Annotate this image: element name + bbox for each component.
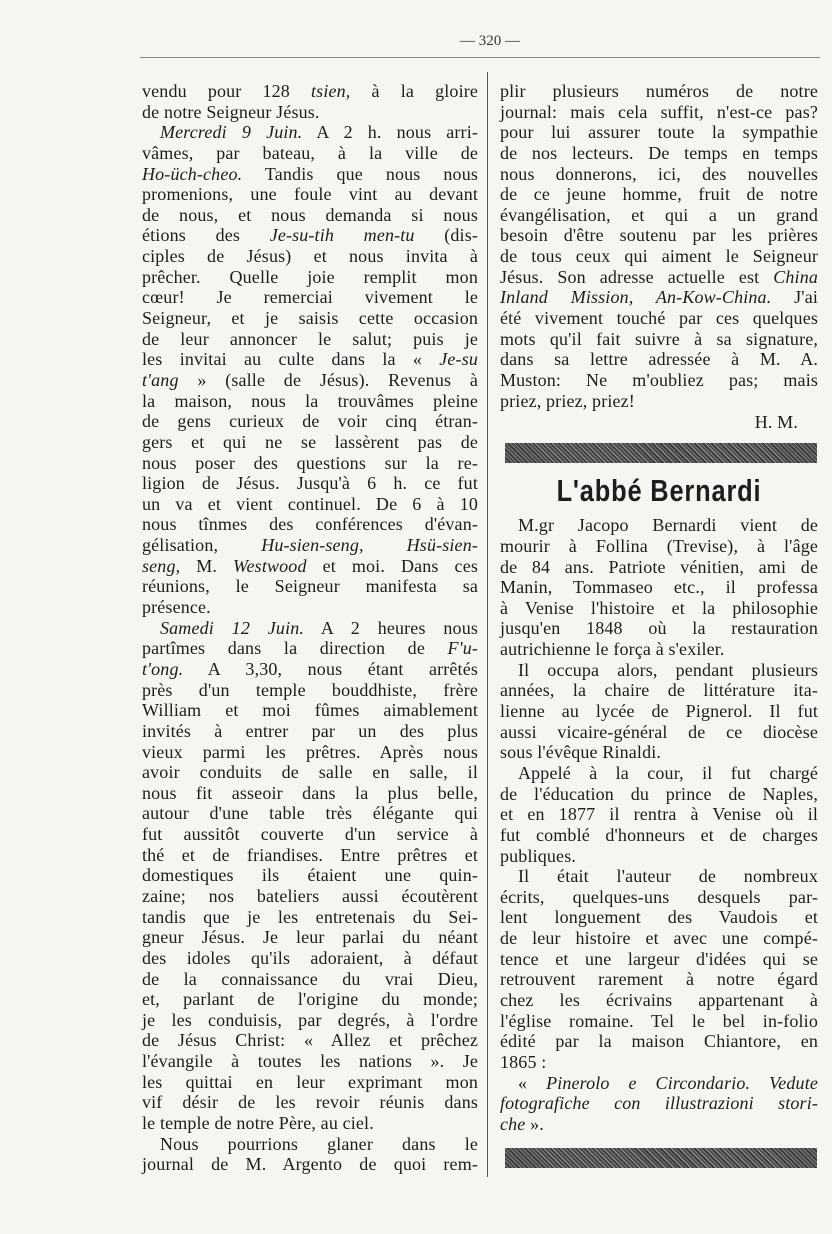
article-title: L'abbé Bernardi bbox=[556, 473, 762, 509]
paragraph bbox=[142, 1134, 478, 1175]
text-line bbox=[500, 1031, 818, 1052]
text-segment: près d'un temple bouddhiste, frère bbox=[142, 679, 478, 700]
text-segment: écrits, quelques-uns desquels par- bbox=[500, 886, 818, 907]
text-line bbox=[500, 887, 818, 908]
text-line bbox=[142, 948, 478, 969]
header-rule bbox=[140, 57, 820, 58]
text-segment: Tandis que nous nous bbox=[242, 163, 478, 184]
italic-text: che bbox=[500, 1113, 526, 1134]
text-line bbox=[142, 803, 478, 824]
text-segment: nous fit asseoir dans la plus belle, bbox=[142, 782, 478, 803]
text-line bbox=[500, 143, 818, 164]
text-segment: et en 1877 il rentra à Venise où il bbox=[500, 804, 818, 825]
text-segment: des idoles qu'ils adoraient, à défaut bbox=[142, 947, 478, 968]
text-segment: de ce jeune homme, fruit de notre bbox=[500, 184, 818, 205]
text-segment: de gens curieux de voir cinq étran- bbox=[142, 411, 478, 432]
text-segment: étions des bbox=[142, 225, 270, 246]
text-segment: de la connaissance du vrai Dieu, bbox=[142, 968, 478, 989]
text-line bbox=[142, 143, 478, 164]
italic-text: Je-su-tih men-tu bbox=[269, 225, 415, 246]
text-line bbox=[142, 1051, 478, 1072]
text-segment: avoir conduits de salle en salle, il bbox=[142, 762, 478, 783]
italic-text: Westwood bbox=[233, 555, 307, 576]
text-segment: je les conduisis, par degrés, à l'ordre bbox=[142, 1009, 478, 1030]
text-segment: de tous ceux qui aiment le Seigneur bbox=[500, 246, 818, 267]
text-line bbox=[500, 122, 818, 143]
text-segment: journal de M. Argento de quoi rem- bbox=[142, 1154, 478, 1175]
text-line bbox=[142, 1113, 478, 1134]
text-segment: l'église romaine. Tel le bel in-folio bbox=[500, 1010, 818, 1031]
text-line bbox=[500, 742, 818, 763]
article-body bbox=[500, 515, 818, 1134]
text-line bbox=[142, 81, 478, 102]
text-line bbox=[142, 680, 478, 701]
text-line bbox=[142, 1134, 478, 1155]
text-line bbox=[142, 700, 478, 721]
text-line bbox=[500, 969, 818, 990]
text-line bbox=[500, 1073, 818, 1094]
italic-text: Samedi 12 Juin. bbox=[160, 617, 305, 638]
italic-text: Pinerolo e Circondario. Vedute bbox=[546, 1072, 818, 1093]
text-line bbox=[142, 556, 478, 577]
text-segment: tence et une largeur d'idées qui se bbox=[500, 948, 818, 969]
text-line bbox=[500, 246, 818, 267]
text-line bbox=[142, 308, 478, 329]
paragraph bbox=[500, 866, 818, 1072]
paragraph bbox=[500, 763, 818, 866]
text-segment: Muston: Ne m'oubliez pas; mais bbox=[500, 369, 818, 390]
text-line bbox=[500, 949, 818, 970]
text-segment: à la gloire bbox=[350, 81, 478, 101]
text-segment: (dis- bbox=[414, 225, 478, 246]
text-line bbox=[142, 865, 478, 886]
text-line bbox=[500, 225, 818, 246]
text-segment: pour lui assurer toute la sympathie bbox=[500, 122, 818, 143]
text-line bbox=[142, 576, 478, 597]
text-line bbox=[142, 225, 478, 246]
text-line bbox=[500, 577, 818, 598]
text-segment: zaine; nos bateliers aussi écoutèrent bbox=[142, 885, 478, 906]
text-segment: de l'éducation du prince de Naples, bbox=[500, 783, 818, 804]
text-line bbox=[142, 535, 478, 556]
text-segment: priez, priez, priez! bbox=[500, 390, 635, 411]
ornamental-divider bbox=[505, 443, 817, 463]
text-line bbox=[500, 308, 818, 329]
text-segment: Nous pourrions glaner dans le bbox=[160, 1133, 478, 1154]
text-segment: de 84 ans. Patriote vénitien, ami de bbox=[500, 556, 818, 577]
text-segment: Jésus. Son adresse actuelle est bbox=[500, 266, 774, 287]
text-line bbox=[500, 928, 818, 949]
text-segment: le temple de notre Père, au ciel. bbox=[142, 1113, 374, 1134]
text-segment: aussi vicaire-général de ce diocèse bbox=[500, 721, 818, 742]
text-segment: ciples de Jésus) et nous invita à bbox=[142, 246, 478, 267]
paragraph bbox=[142, 122, 478, 617]
text-segment: Il occupa alors, pendant plusieurs bbox=[518, 659, 818, 680]
text-line bbox=[500, 184, 818, 205]
text-segment: nous tînmes des conférences d'évan- bbox=[142, 514, 478, 535]
text-line bbox=[500, 846, 818, 867]
text-segment: gélisation, bbox=[142, 535, 262, 556]
text-line bbox=[500, 618, 818, 639]
text-line bbox=[142, 969, 478, 990]
text-line bbox=[142, 1030, 478, 1051]
italic-text: fotografiche con illustrazioni stori- bbox=[500, 1093, 818, 1114]
text-line bbox=[142, 1072, 478, 1093]
text-line bbox=[500, 1093, 818, 1114]
text-segment: fut comblé d'honneurs et de charges bbox=[500, 824, 818, 845]
text-line bbox=[500, 990, 818, 1011]
italic-text: Hu-sien-seng, Hsü-sien- bbox=[261, 535, 478, 556]
text-line bbox=[142, 164, 478, 185]
text-line bbox=[142, 1092, 478, 1113]
text-line bbox=[142, 473, 478, 494]
text-segment: évangélisation, et qui a un grand bbox=[500, 204, 818, 225]
italic-text: tsien, bbox=[311, 81, 351, 101]
text-line bbox=[500, 515, 818, 536]
text-segment: de nos lecteurs. De temps en temps bbox=[500, 142, 818, 163]
text-line bbox=[142, 370, 478, 391]
text-segment: M.gr Jacopo Bernardi vient de bbox=[518, 515, 818, 536]
text-line bbox=[500, 660, 818, 681]
text-line bbox=[142, 453, 478, 474]
text-line bbox=[142, 721, 478, 742]
text-segment: été vivement touché par ces quelques bbox=[500, 308, 818, 329]
italic-text: t'ang bbox=[142, 369, 179, 390]
text-segment: J'ai bbox=[771, 287, 818, 308]
text-line bbox=[500, 329, 818, 350]
text-segment: les invitai au culte dans la « bbox=[142, 349, 440, 370]
text-segment: vif désir de les revoir réunis dans bbox=[142, 1092, 478, 1113]
ornamental-divider-bottom bbox=[505, 1148, 817, 1168]
text-line bbox=[500, 102, 818, 123]
text-segment: de leur histoire et avec une compé- bbox=[500, 928, 818, 949]
text-line bbox=[500, 598, 818, 619]
text-line bbox=[500, 267, 818, 288]
text-segment: la maison, nous la trouvâmes pleine bbox=[142, 390, 478, 411]
text-segment: plir plusieurs numéros de notre bbox=[500, 81, 818, 101]
text-segment: de notre Seigneur Jésus. bbox=[142, 101, 320, 122]
text-line bbox=[142, 886, 478, 907]
text-segment: besoin d'être soutenu par les prières bbox=[500, 225, 818, 246]
text-line bbox=[142, 1010, 478, 1031]
text-segment: vâmes, par bateau, à la ville de bbox=[142, 142, 478, 163]
italic-text: seng, bbox=[142, 555, 181, 576]
text-line bbox=[500, 287, 818, 308]
text-line bbox=[142, 411, 478, 432]
text-line bbox=[142, 762, 478, 783]
italic-text: F'u- bbox=[447, 638, 478, 659]
text-segment: et, parlant de l'origine du monde; bbox=[142, 989, 478, 1010]
text-line bbox=[142, 267, 478, 288]
text-segment: lent longuement des Vaudois et bbox=[500, 907, 818, 928]
text-segment: journal: mais cela suffit, n'est-ce pas? bbox=[500, 101, 818, 122]
text-line bbox=[500, 784, 818, 805]
text-line bbox=[142, 122, 478, 143]
paragraph bbox=[500, 660, 818, 763]
text-line bbox=[500, 205, 818, 226]
text-line bbox=[142, 618, 478, 639]
text-segment: ligion de Jésus. Jusqu'à 6 h. ce fut bbox=[142, 473, 478, 494]
text-segment: mourir à Follina (Trevise), à l'âge bbox=[500, 535, 818, 556]
text-segment: Manin, Tommaseo etc., il professa bbox=[500, 577, 818, 598]
text-segment: M. bbox=[180, 555, 234, 576]
text-line bbox=[142, 432, 478, 453]
paragraph bbox=[500, 1073, 818, 1135]
text-segment: dans sa lettre adressée à M. A. bbox=[500, 349, 818, 370]
italic-text: Je-su bbox=[439, 349, 478, 370]
text-line bbox=[500, 804, 818, 825]
text-segment: A 2 h. nous arri- bbox=[302, 122, 478, 143]
text-line bbox=[142, 659, 478, 680]
text-line bbox=[500, 1114, 818, 1135]
italic-text: t'ong. bbox=[142, 658, 184, 679]
text-segment: chez les écrivains appartenant à bbox=[500, 989, 818, 1010]
text-line bbox=[500, 391, 818, 412]
text-line bbox=[142, 783, 478, 804]
text-line bbox=[500, 164, 818, 185]
text-line bbox=[500, 557, 818, 578]
text-segment: sous l'évêque Rinaldi. bbox=[500, 742, 662, 763]
text-segment: A 2 heures nous bbox=[304, 617, 478, 638]
text-line bbox=[142, 845, 478, 866]
text-segment: promenions, une foule vint au devant bbox=[142, 184, 478, 205]
text-segment: A 3,30, nous étant arrêtés bbox=[183, 658, 478, 679]
text-segment: lienne au lycée de Pignerol. Il fut bbox=[500, 701, 818, 722]
text-segment: à Venise l'histoire et la philosophie bbox=[500, 597, 818, 618]
text-segment: tandis que je les entretenais du Sei- bbox=[142, 906, 478, 927]
left-column bbox=[142, 81, 478, 1175]
text-line bbox=[142, 989, 478, 1010]
text-line bbox=[142, 638, 478, 659]
text-segment: édité par la maison Chiantore, en bbox=[500, 1031, 818, 1052]
italic-text: Ho-üch-cheo. bbox=[142, 163, 243, 184]
text-segment: autour d'une table très élégante qui bbox=[142, 803, 478, 824]
text-segment: retrouvent rarement à notre égard bbox=[500, 969, 818, 990]
left-column-body bbox=[142, 81, 478, 1175]
text-segment: de nous, et nous demanda si nous bbox=[142, 204, 478, 225]
text-segment: ». bbox=[525, 1113, 544, 1134]
italic-text: Mercredi 9 Juin. bbox=[160, 122, 303, 143]
text-segment: Appelé à la cour, il fut chargé bbox=[518, 762, 818, 783]
text-segment: et moi. Dans ces bbox=[306, 555, 478, 576]
page-number: — 320 — bbox=[460, 33, 520, 49]
text-segment: cœur! Je remerciai vivement le bbox=[142, 287, 478, 308]
text-segment: gneur Jésus. Je leur parlai du néant bbox=[142, 927, 478, 948]
text-segment: domestiques ils étaient une quin- bbox=[142, 865, 478, 886]
text-line bbox=[500, 680, 818, 701]
text-segment: William et moi fûmes aimablement bbox=[142, 700, 478, 721]
text-line bbox=[500, 370, 818, 391]
text-line bbox=[142, 391, 478, 412]
text-line bbox=[500, 763, 818, 784]
text-segment: nous poser des questions sur la re- bbox=[142, 452, 478, 473]
text-line bbox=[500, 722, 818, 743]
text-segment: vendu pour 128 bbox=[142, 81, 312, 101]
text-segment: prêcher. Quelle joie remplit mon bbox=[142, 266, 478, 287]
text-line bbox=[142, 102, 478, 123]
text-line bbox=[500, 825, 818, 846]
text-line bbox=[500, 349, 818, 370]
text-line bbox=[142, 927, 478, 948]
text-segment: de leur annoncer le salut; puis je bbox=[142, 328, 478, 349]
text-line bbox=[500, 639, 818, 660]
text-segment: Il était l'auteur de nombreux bbox=[518, 866, 818, 887]
text-line bbox=[500, 1052, 818, 1073]
right-column bbox=[500, 81, 818, 1176]
text-line bbox=[142, 329, 478, 350]
text-line bbox=[142, 824, 478, 845]
text-segment: « bbox=[518, 1072, 547, 1093]
text-line bbox=[142, 184, 478, 205]
text-line bbox=[500, 536, 818, 557]
text-segment: années, la chaire de littérature ita- bbox=[500, 680, 818, 701]
text-segment: autrichienne le força à s'exiler. bbox=[500, 639, 725, 660]
text-segment: vieux parmi les prêtres. Après nous bbox=[142, 741, 478, 762]
italic-text: Inland Mission, An-Kow-China. bbox=[500, 287, 772, 308]
text-line bbox=[142, 597, 478, 618]
text-segment: publiques. bbox=[500, 845, 576, 866]
text-segment: thé et de friandises. Entre prêtres et bbox=[142, 844, 478, 865]
text-segment: les quittai en leur exprimant mon bbox=[142, 1071, 478, 1092]
text-line bbox=[142, 742, 478, 763]
text-segment: jusqu'en 1848 où la restauration bbox=[500, 618, 818, 639]
column-divider bbox=[487, 72, 488, 1177]
paragraph bbox=[500, 81, 818, 411]
text-segment: réunions, le Seigneur manifesta sa bbox=[142, 576, 478, 597]
paragraph bbox=[142, 81, 478, 122]
text-segment: de Jésus Christ: « Allez et prêchez bbox=[142, 1030, 478, 1051]
text-segment: fut aussitôt couverte d'un service à bbox=[142, 824, 478, 845]
right-column-body bbox=[500, 81, 818, 411]
text-segment: mots qu'il fait suivre à sa signature, bbox=[500, 328, 818, 349]
text-line bbox=[142, 494, 478, 515]
italic-text: China bbox=[773, 266, 818, 287]
text-line bbox=[142, 349, 478, 370]
text-segment: invités à entrer par un des plus bbox=[142, 720, 478, 741]
text-segment: nous donnerons, ici, des nouvelles bbox=[500, 163, 818, 184]
paragraph bbox=[142, 618, 478, 1134]
text-segment: » (salle de Jésus). Revenus à bbox=[178, 369, 478, 390]
text-line bbox=[142, 1154, 478, 1175]
text-segment: un va et vient continuel. De 6 à 10 bbox=[142, 493, 478, 514]
text-segment: Seigneur, et je saisis cette occasion bbox=[142, 308, 478, 329]
text-line bbox=[142, 907, 478, 928]
text-segment: 1865 : bbox=[500, 1051, 547, 1072]
text-line bbox=[142, 246, 478, 267]
text-line bbox=[500, 866, 818, 887]
text-line bbox=[500, 701, 818, 722]
text-line bbox=[500, 907, 818, 928]
text-segment: l'évangile à toutes les nations ». Je bbox=[142, 1051, 478, 1072]
paragraph bbox=[500, 515, 818, 659]
text-line bbox=[142, 287, 478, 308]
text-line bbox=[500, 81, 818, 102]
text-line bbox=[142, 514, 478, 535]
text-line bbox=[142, 205, 478, 226]
signature: H. M. bbox=[754, 412, 798, 433]
text-segment: partîmes dans la direction de bbox=[142, 638, 448, 659]
text-segment: présence. bbox=[142, 597, 211, 618]
text-line bbox=[500, 1011, 818, 1032]
text-segment: gers et qui ne se lassèrent pas de bbox=[142, 431, 478, 452]
